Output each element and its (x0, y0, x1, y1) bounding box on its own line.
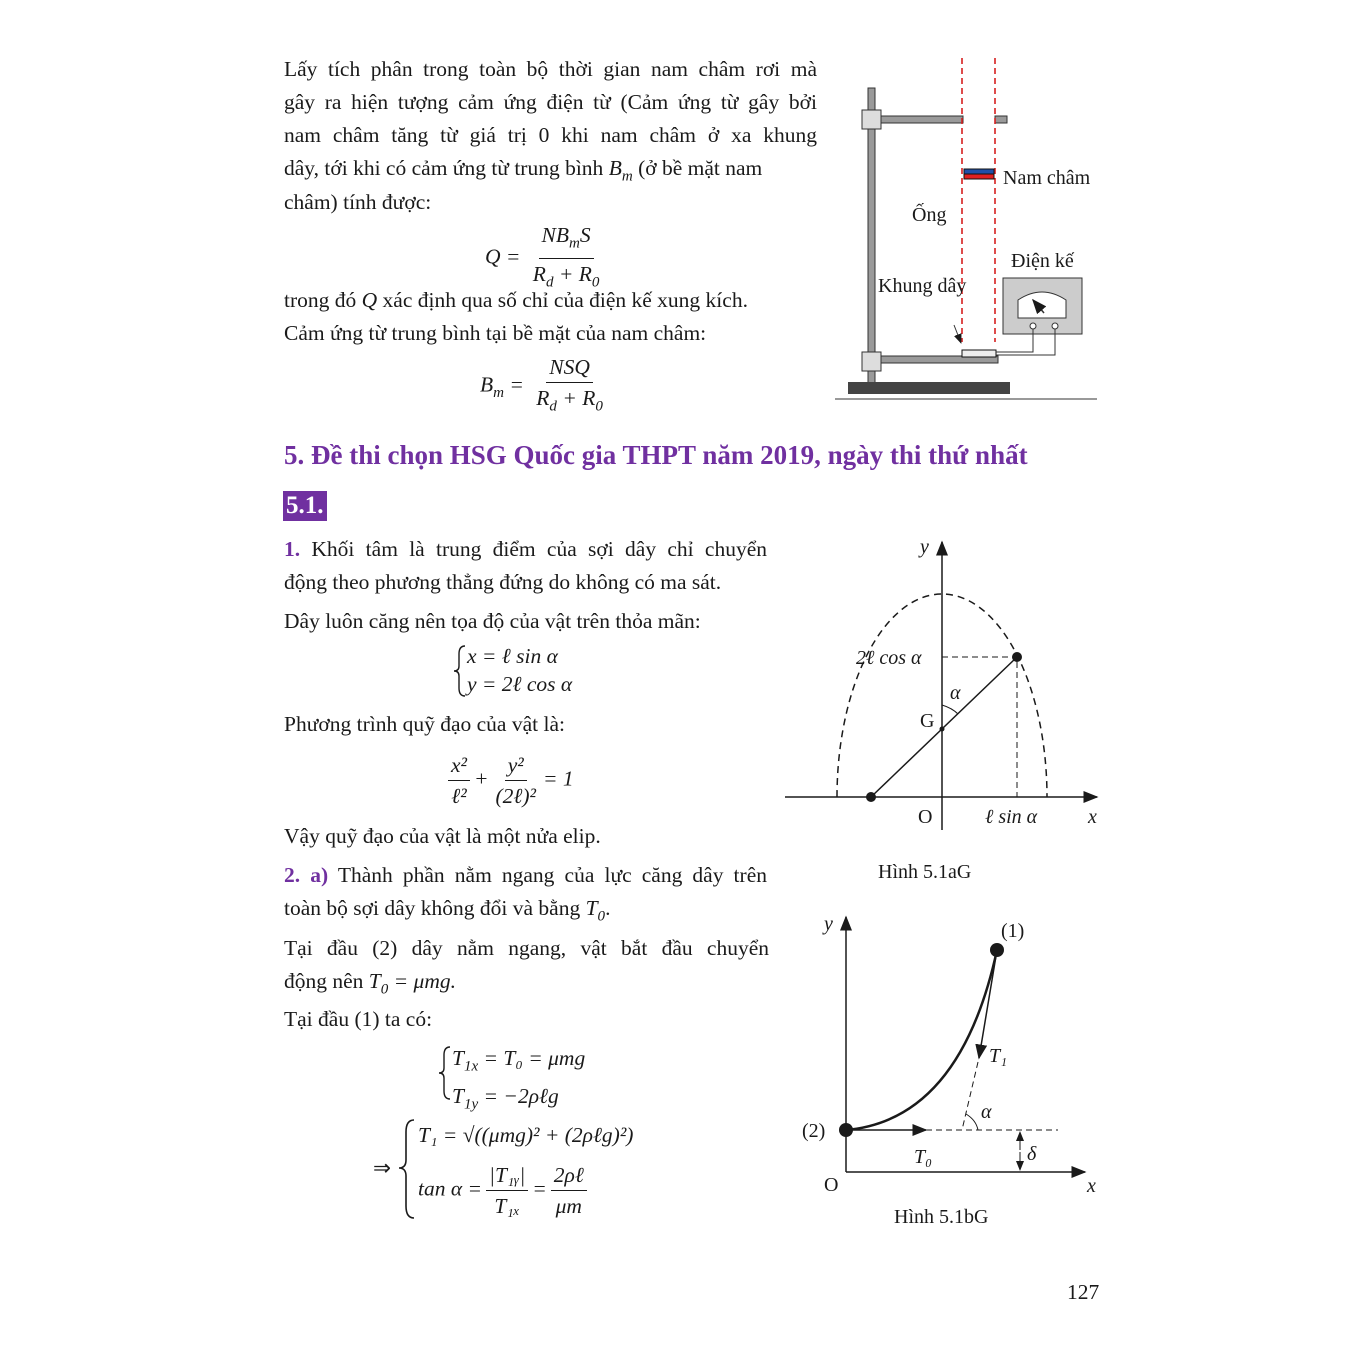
label-galvanometer: Điện kế (1011, 250, 1074, 272)
text: x² (448, 750, 470, 781)
para1-line1: Lấy tích phân trong toàn bộ thời gian nam châm rơi mà (284, 57, 817, 81)
label-delta: δ (1027, 1143, 1037, 1165)
brace-result (399, 1120, 414, 1218)
label-l-sin: ℓ sin α (985, 806, 1038, 828)
upper-arm-end (995, 116, 1007, 123)
upper-arm (875, 116, 963, 123)
text: = (532, 1176, 547, 1201)
label-x: x (1087, 1175, 1096, 1197)
text: 0 (597, 908, 606, 925)
text: 0 (595, 398, 603, 415)
text: T₁ₓ (494, 1194, 520, 1218)
text: T (452, 1084, 464, 1109)
text: S (579, 223, 591, 247)
text: (ở bề mặt nam (638, 156, 763, 180)
text: y² (505, 750, 527, 781)
text: + (474, 766, 489, 791)
brace-system-xy (454, 646, 465, 696)
text: (2ℓ)² (495, 784, 536, 808)
galvanometer-dial (1018, 292, 1066, 318)
text: T (452, 1046, 464, 1070)
item-number: 1. (284, 537, 301, 561)
para1-line2: gây ra hiện tượng cảm ứng điện từ (Cảm ứng từ gây bởi (284, 90, 817, 114)
text: NSQ (546, 352, 593, 383)
label-coil: Khung dây (878, 275, 967, 297)
figure-caption: Hình 5.1bG (894, 1206, 989, 1228)
coil-pointer-arrow (954, 325, 961, 343)
end-point (1012, 652, 1022, 662)
magnet-south (964, 174, 994, 179)
terminal (1052, 323, 1058, 329)
text: T (585, 896, 598, 920)
part2-line5: Tại đầu (1) ta có: (284, 1007, 433, 1031)
text: d (549, 398, 557, 415)
text: Khối tâm là trung điểm của sợi dây chỉ chuyển (311, 537, 767, 561)
label-y: y (824, 913, 833, 935)
figure-5-1b (802, 913, 1096, 1228)
label-magnet: Nam châm (1003, 167, 1091, 189)
implies: ⇒ (373, 1156, 392, 1180)
rope-curve (846, 950, 997, 1130)
label-x: x (1088, 806, 1097, 828)
part1-line4: Phương trình quỹ đạo của vật là: (284, 712, 565, 736)
text: = μmg. (393, 969, 456, 993)
text: = (504, 372, 524, 397)
text: = T₀ = μmg (478, 1046, 586, 1070)
label-y: y (920, 536, 929, 558)
text: ℓ² (451, 784, 467, 808)
part1-line5: Vậy quỹ đạo của vật là một nửa elip. (284, 824, 601, 848)
T1-magnitude: T₁ = √((μmg)² + (2ρℓg)²) (418, 1123, 634, 1147)
apparatus-figure (835, 58, 1097, 399)
text: = −2ρℓg (478, 1084, 559, 1109)
text: toàn bộ sợi dây không đổi và bằng (284, 896, 581, 920)
projection-lines (942, 657, 1017, 797)
part1-line2: động theo phương thẳng đứng do không có ma sát. (284, 570, 722, 594)
text: trong đó (284, 288, 357, 312)
part2-line3: Tại đầu (2) dây nằm ngang, vật bắt đầu chuyển (284, 936, 769, 960)
text: μm (555, 1194, 582, 1218)
text: động nên (284, 969, 364, 993)
text: m (493, 384, 505, 401)
end-point (866, 792, 876, 802)
label-alpha: α (950, 682, 961, 704)
para1-line5: châm) tính được: (284, 190, 432, 214)
label-origin: O (918, 806, 933, 828)
text: Thành phần nằm ngang của lực căng dây trên (337, 863, 767, 887)
rod (871, 657, 1017, 797)
text: . (605, 896, 611, 920)
base (848, 382, 1010, 394)
label-G: G (920, 710, 935, 732)
label-point-2: (2) (802, 1120, 826, 1142)
text: + R (556, 386, 596, 410)
label-2l-cos: 2ℓ cos α (856, 647, 922, 669)
text: B (480, 372, 494, 397)
clamp-icon (862, 352, 881, 371)
text: R (536, 386, 550, 410)
text: 2ρℓ (551, 1160, 587, 1191)
angle-arc (942, 705, 958, 714)
label-T1: T₁ (989, 1045, 1008, 1067)
text: xác định qua số chỉ của điện kế xung kích. (382, 288, 748, 312)
section-badge: 5.1. (283, 491, 327, 521)
text: 0 (380, 981, 389, 998)
text: 1y (463, 1096, 479, 1113)
text: m (621, 168, 633, 185)
label-T0: T₀ (914, 1146, 933, 1168)
center-of-mass (940, 727, 945, 732)
text: d (545, 274, 554, 291)
text: 0 (591, 274, 600, 291)
label-origin: O (824, 1174, 839, 1196)
T1-extension (962, 1062, 978, 1130)
text: m (569, 235, 580, 252)
text: R (532, 262, 546, 287)
page-number: 127 (1067, 1280, 1100, 1304)
text: + R (553, 262, 592, 287)
text: Q = (485, 244, 521, 269)
text: 1x (463, 1058, 479, 1075)
label-point-1: (1) (1001, 920, 1025, 942)
para2-line2: Cảm ứng từ trung bình tại bề mặt của nam châm: (284, 321, 707, 345)
terminal (1030, 323, 1036, 329)
text: x = ℓ sin α (467, 644, 558, 668)
coil (962, 350, 996, 357)
text: NB (541, 223, 570, 247)
text: B (608, 156, 622, 180)
text: = 1 (543, 766, 574, 791)
text: Q (361, 288, 378, 312)
part1-line3: Dây luôn căng nên tọa độ của vật trên thỏa mãn: (284, 609, 701, 633)
item-number: 2. a) (284, 863, 329, 887)
brace-system-T1 (439, 1047, 450, 1099)
text: |T₁ᵧ| (486, 1160, 528, 1191)
end-point-1 (990, 943, 1004, 957)
text: T (368, 969, 381, 993)
clamp-icon (862, 110, 881, 129)
angle-arc (966, 1114, 978, 1130)
para1-line3: nam châm tăng từ giá trị 0 khi nam châm ở xa khung (284, 123, 817, 147)
figure-5-1a (785, 536, 1097, 883)
section-heading: 5. Đề thi chọn HSG Quốc gia THPT năm 2019, ngày thi thứ nhất (284, 440, 1028, 470)
stand-rod (868, 88, 875, 388)
magnet-north (964, 169, 994, 174)
label-alpha: α (981, 1101, 992, 1123)
figure-caption: Hình 5.1aG (878, 861, 972, 883)
label-tube: Ống (912, 204, 947, 226)
text: dây, tới khi có cảm ứng từ trung bình (284, 156, 604, 180)
text: y = 2ℓ cos α (467, 672, 573, 696)
end-point-2 (839, 1123, 853, 1137)
text: tan α = (418, 1176, 483, 1201)
